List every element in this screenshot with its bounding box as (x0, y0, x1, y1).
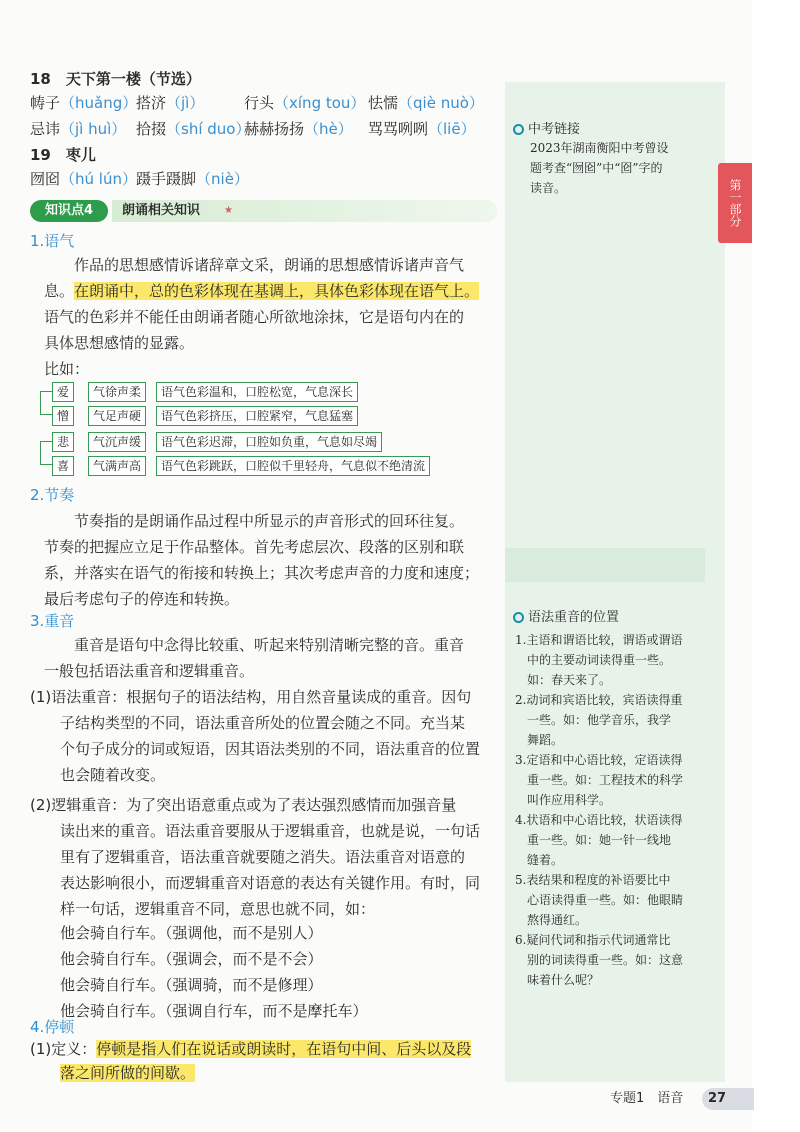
section-title: 4.停顿 (30, 1018, 75, 1036)
paragraph-line: 节奏的把握应立足于作品整体。首先考虑层次、段落的区别和联 (44, 538, 465, 556)
definition-line: (1)定义：停顿是指人们在说话或朗读时，在语句中间、后头以及段 (30, 1040, 472, 1058)
vocab-item: 拾掇（shí duo） (136, 120, 251, 138)
section-title: 3.重音 (30, 612, 75, 630)
paragraph-line: 具体思想感情的显露。 (44, 334, 195, 352)
paragraph-line: 语气的色彩并不能任由朗诵者随心所欲地涂抹，它是语句内在的 (44, 308, 465, 326)
sidebar-heading: 中考链接 (513, 118, 580, 137)
example-sentence: 他会骑自行车。（强调会，而不是不会） (60, 950, 323, 968)
breath-box: 气徐声柔 (88, 382, 146, 402)
paragraph-line: 节奏指的是朗诵作品过程中所显示的声音形式的回环往复。 (44, 512, 465, 530)
vocab-item: 怯懦（qiè nuò） (368, 94, 484, 112)
bullet-icon (513, 612, 524, 623)
pinyin: （huǎng） (60, 94, 138, 112)
paragraph-line: 表达影响很小，而逻辑重音对语意的表达有关键作用。有时，同 (60, 874, 481, 892)
example-label: 比如： (44, 360, 90, 378)
paragraph-line: 最后考虑句子的停连和转换。 (44, 590, 240, 608)
vocab-item: 蹑手蹑脚（niè） (136, 170, 249, 188)
paragraph-line: 子结构类型的不同，语法重音所处的位置会随之不同。充当某 (60, 714, 466, 732)
paragraph-line: 息。在朗诵中，总的色彩体现在基调上，具体色彩体现在语气上。 (44, 282, 480, 300)
paragraph-line: 样一句话，逻辑重音不同，意思也就不同，如： (60, 900, 376, 918)
paragraph-line: 重音是语句中念得比较重、听起来特别清晰完整的音。重音 (44, 636, 465, 654)
highlight: 停顿是指人们在说话或朗读时，在语句中间、后头以及段 (96, 1040, 472, 1058)
vocab-item: 骂骂咧咧（liē） (368, 120, 476, 138)
footer-topic: 专题1 语音 (610, 1091, 684, 1106)
sidebar-text: 1.主语和谓语比较，谓语或谓语 中的主要动词读得重一些。 如：春天来了。 2.动词和宾语比较，宾语读得重 一些。如：他学音乐，我学 舞蹈。 3.定语和中心语比较，定语读得 重一些。如：工程技术的科学 叫作应用科学。 4.状语和中心语比较，状语读得 重一些。如：她一针一线地 缝着。 5.表结果和程度的补语要比中 心语读得重一些。如：他眼睛 熬得通红。 6.疑问代词和指示代词通常比 别的词读得重一些。如：这意 味着什么呢？ (515, 633, 684, 987)
emotion-box: 爱 (52, 382, 74, 402)
desc-box: 语气色彩挤压，口腔紧窄，气息猛塞 (156, 406, 358, 426)
desc-box: 语气色彩温和，口腔松宽，气息深长 (156, 382, 358, 402)
section-title: 2.节奏 (30, 486, 75, 504)
breath-box: 气沉声缓 (88, 432, 146, 452)
vocab-item: 赫赫扬扬（hè） (244, 120, 353, 138)
breath-box: 气足声硬 (88, 406, 146, 426)
section-tab: 第一部分 (718, 163, 752, 243)
lesson-19-title: 19 枣儿 (30, 146, 96, 164)
paragraph-line: 读出来的重音。语法重音要服从于逻辑重音，也就是说，一句话 (60, 822, 481, 840)
paragraph-line: 作品的思想感情诉诸辞章文采，朗诵的思想感情诉诸声音气 (74, 256, 465, 274)
paragraph-line: (1)语法重音：根据句子的语法结构，用自然音量读成的重音。因句 (30, 688, 472, 706)
paragraph-line: 也会随着改变。 (60, 766, 166, 784)
example-sentence: 他会骑自行车。（强调骑，而不是修理） (60, 976, 323, 994)
sidebar-heading: 语法重音的位置 (513, 606, 619, 625)
sidebar-band (505, 548, 705, 582)
page-edge (752, 0, 800, 1132)
page-number: 27 (702, 1088, 754, 1110)
bullet-icon (513, 124, 524, 135)
vocab-item: 搭济（jì） (136, 94, 205, 112)
knowledge-title: 朗诵相关知识 (122, 203, 201, 218)
example-sentence: 他会骑自行车。（强调他，而不是别人） (60, 924, 323, 942)
emotion-box: 喜 (52, 456, 74, 476)
sidebar-text: 2023年湖南衡阳中考曾设 题考查“囫囵”中“囵”字的 读音。 (530, 141, 669, 195)
highlight: 落之间所做的间歇。 (60, 1064, 196, 1082)
paragraph-line: (2)逻辑重音：为了突出语意重点或为了表达强烈感情而加强音量 (30, 796, 457, 814)
desc-box: 语气色彩跳跃，口腔似千里轻舟，气息似不绝清流 (156, 456, 430, 476)
paragraph-line: 个句子成分的词或短语，因其语法类别的不同，语法重音的位置 (60, 740, 481, 758)
paragraph-line: 系，并落实在语气的衔接和转换上；其次考虑声音的力度和速度； (44, 564, 480, 582)
breath-box: 气满声高 (88, 456, 146, 476)
vocab-item: 囫囵（hú lún） (30, 170, 137, 188)
emotion-box: 悲 (52, 432, 74, 452)
highlight: 在朗诵中，总的色彩体现在基调上，具体色彩体现在语气上。 (74, 282, 480, 300)
vocab-item: 行头（xíng tou） (244, 94, 366, 112)
knowledge-badge: 知识点4 (30, 200, 108, 222)
paragraph-line: 一般包括语法重音和逻辑重音。 (44, 662, 255, 680)
paragraph-line: 里有了逻辑重音，语法重音就要随之消失。语法重音对语意的 (60, 848, 466, 866)
vocab-item: 忌讳（jì huì） (30, 120, 127, 138)
example-sentence: 他会骑自行车。（强调自行车，而不是摩托车） (60, 1002, 368, 1020)
word: 帱子 (30, 94, 61, 112)
lesson-18-title: 18 天下第一楼（节选） (30, 70, 201, 88)
star-icon: ★ (224, 205, 233, 216)
vocab-row (30, 90, 137, 116)
emotion-box: 憎 (52, 406, 74, 426)
definition-line (60, 1060, 195, 1086)
desc-box: 语气色彩迟滞，口腔如负重，气息如尽竭 (156, 432, 382, 452)
faint-bleed-through (520, 280, 710, 500)
section-title: 1.语气 (30, 232, 75, 250)
